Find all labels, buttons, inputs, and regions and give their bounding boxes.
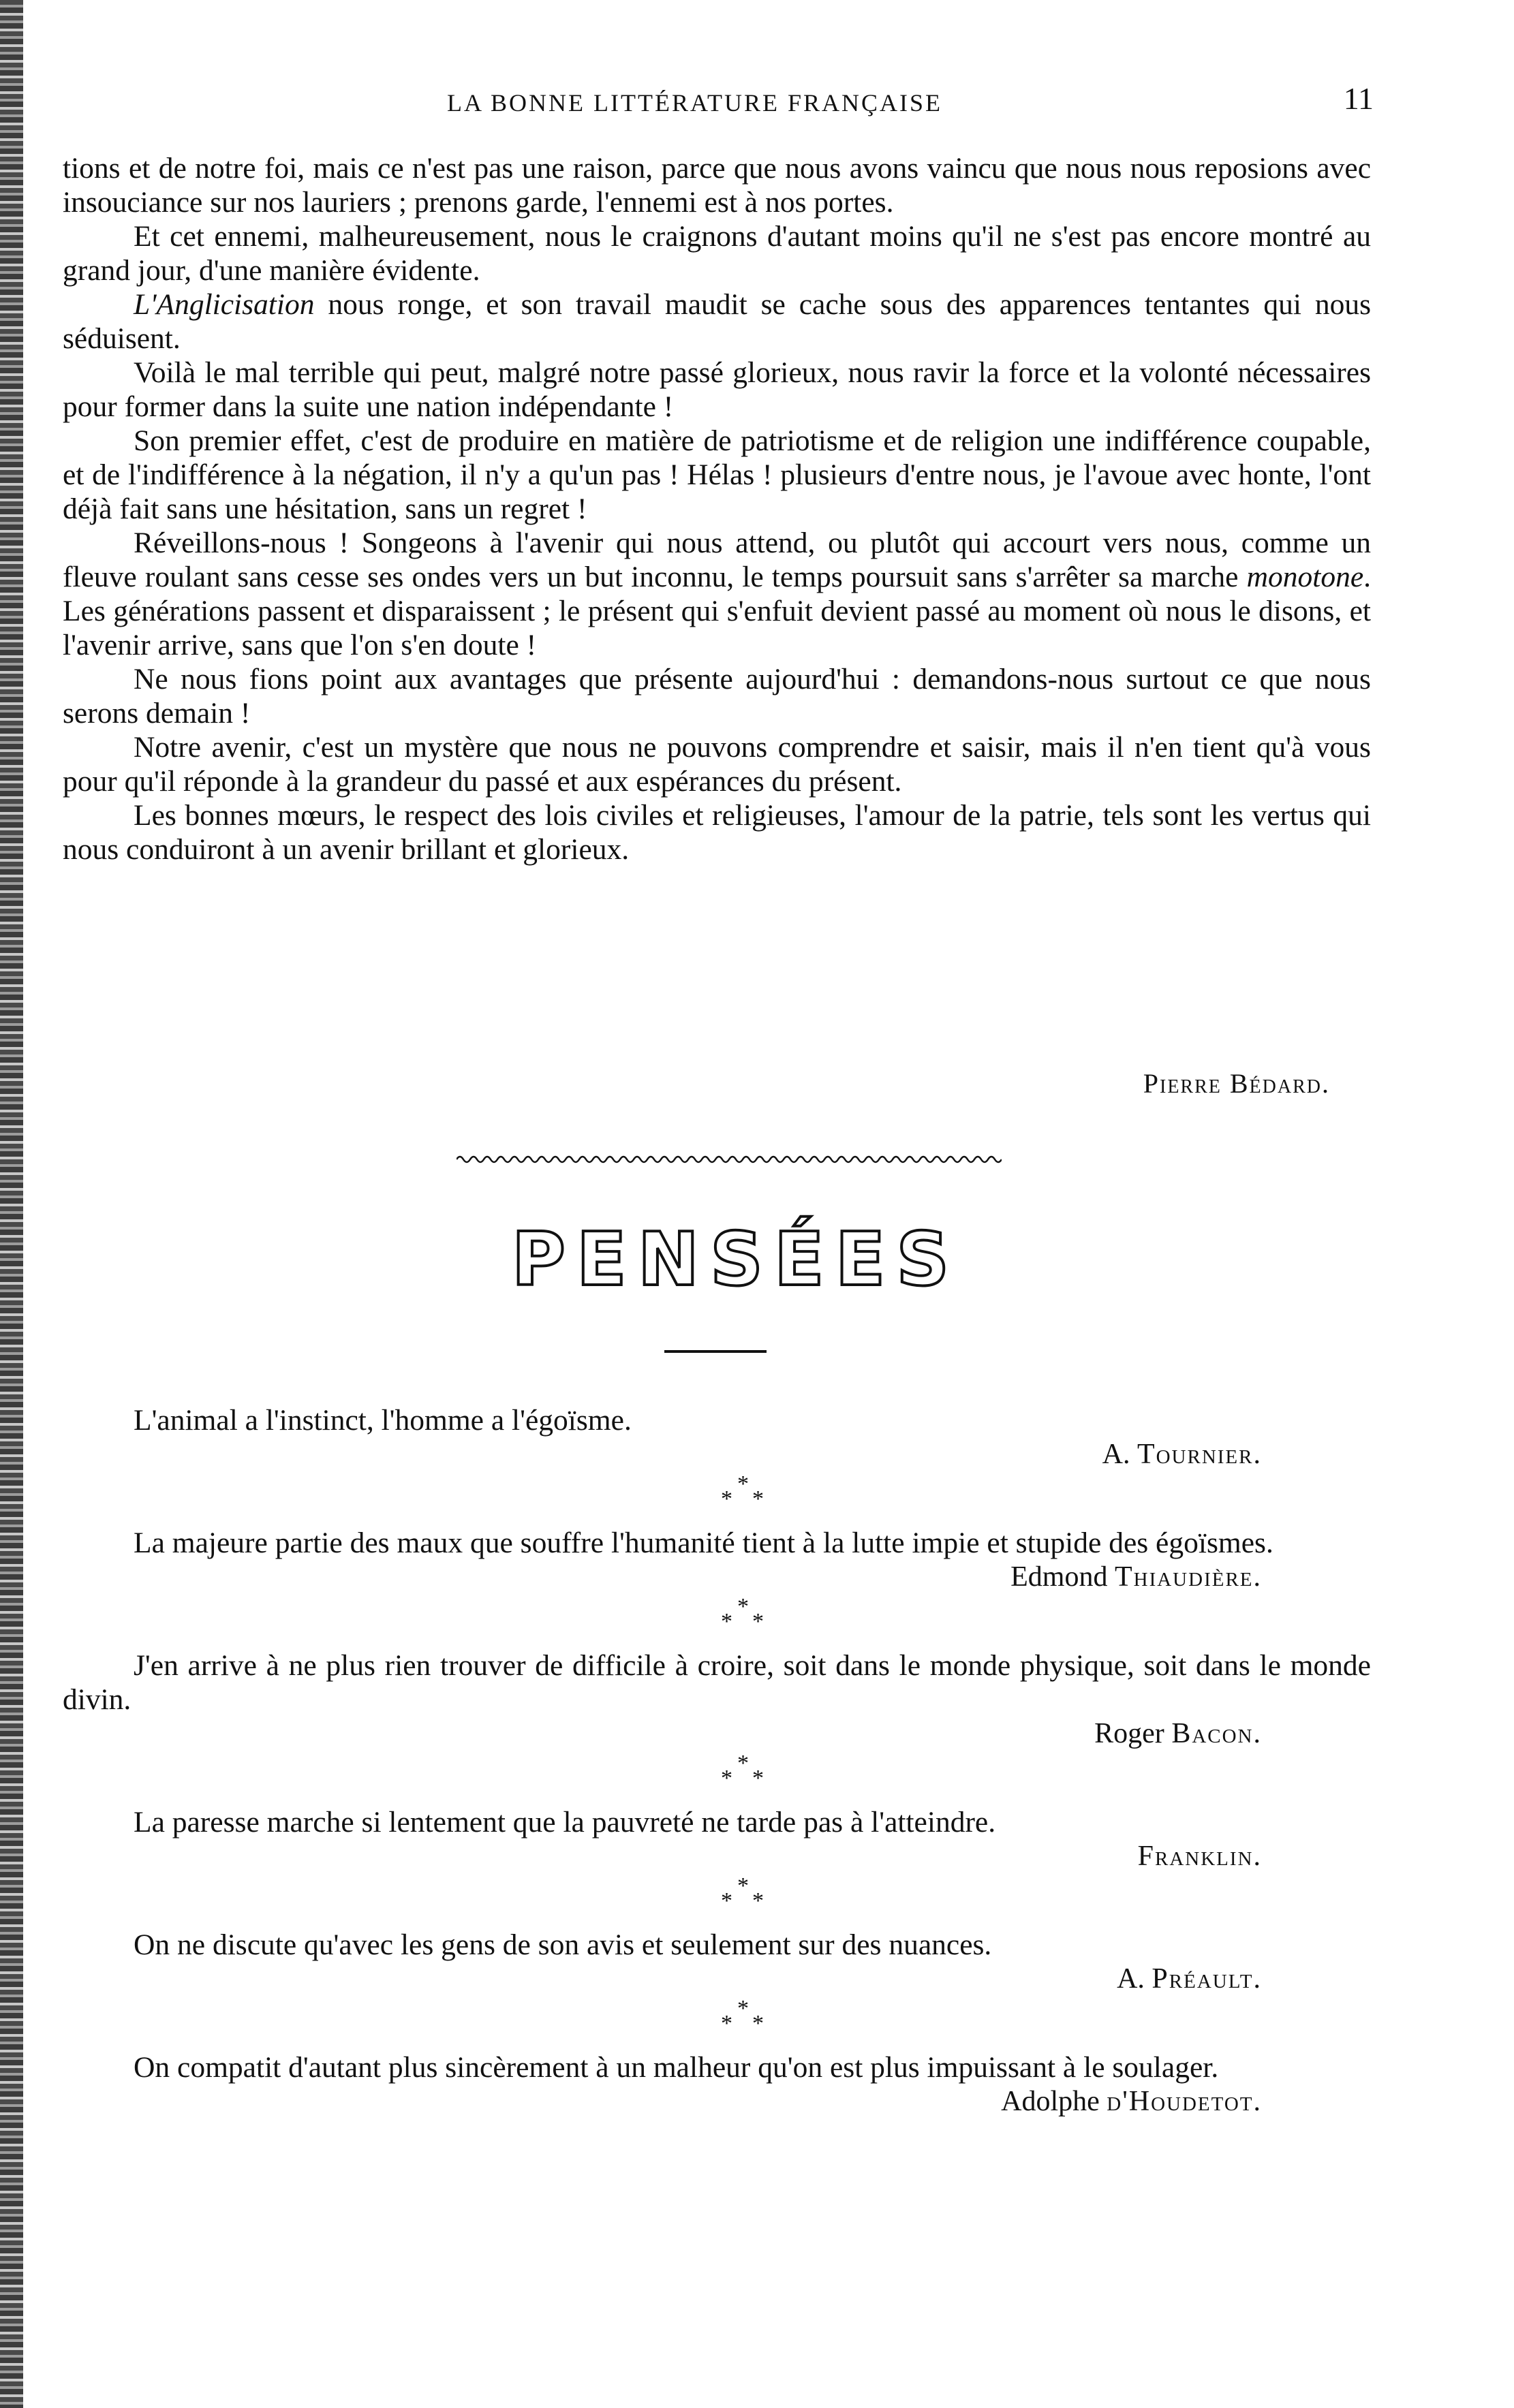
article-paragraph-text: nous ronge, et son travail maudit se cache sous des apparences tentantes qui nous séduisent. [63,288,1371,355]
article-signature: Pierre Bédard. [1143,1068,1330,1099]
article-paragraph: tions et de notre foi, mais ce n'est pas une raison, parce que nous avons vaincu que nous nous reposions avec insouciance sur nos lauriers ; prenons garde, l'ennemi est à nos portes. [63,152,1371,219]
running-title: LA BONNE LITTÉRATURE FRANÇAISE [447,89,942,116]
article-paragraph: Et cet ennemi, malheureusement, nous le craignons d'autant moins qu'il ne s'est pas encore montré au grand jour, d'une manière évidente. [63,220,1371,287]
pensee-author [63,1962,1371,1996]
page-binding-edge [0,0,23,2408]
pensee-item [63,1805,1371,1913]
article-paragraph: Les bonnes mœurs, le respect des lois civiles et religieuses, l'amour de la patrie, tels sont les vertus qui nous conduiront à un avenir brillant et glorieux. [63,799,1371,866]
author-first-name: Edmond [1010,1561,1115,1593]
author-last-name: Bacon. [1171,1718,1262,1749]
pensee-text: La majeure partie des maux que souffre l'humanité tient à la lutte impie et stupide des égoïsmes. [134,1527,1273,1559]
pensee-author [63,1717,1371,1751]
pensee-text: On compatit d'autant plus sincèrement à un malheur qu'on est plus impuissant à le soulager. [134,2051,1219,2084]
running-head [65,80,1374,121]
author-first-name: Roger [1094,1718,1172,1749]
asterism-icon: * * * [721,1873,764,1913]
section-title: PENSÉES [511,1217,961,1302]
author-last-name: d'Houdetot. [1107,2086,1262,2117]
page-number: 11 [1343,81,1374,116]
author-first-name: A. [1117,1963,1152,1995]
italic-term-anglicisation: L'Anglicisation [134,288,315,321]
author-first-name: A. [1102,1439,1137,1470]
pensee-text: La paresse marche si lentement que la pauvreté ne tarde pas à l'atteindre. [134,1806,996,1839]
pensee-item [63,1403,1371,1511]
pensee-item [63,2050,1371,2118]
author-last-name: Préault. [1152,1963,1262,1995]
pensee-text: L'animal a l'instinct, l'homme a l'égoïsme. [134,1404,632,1437]
pensee-author [63,1839,1371,1873]
asterism-icon: * * * [721,1996,764,2036]
short-rule [664,1350,767,1353]
pensee-author [63,2084,1371,2118]
asterism-icon: * * * [721,1594,764,1634]
pensee-item [63,1648,1371,1790]
pensees-list [63,1403,1371,2118]
article-paragraph: Son premier effet, c'est de produire en matière de patriotisme et de religion une indifférence coupable, et de l'indifférence à la négation, il n'y a qu'un pas ! Hélas ! plusieurs d'entre nous, je l'avoue avec honte, l'ont déjà fait sans une hésitation, sans un regret ! [63,424,1371,525]
article-body [63,151,1371,866]
article-paragraph-text: Réveillons-nous ! Songeons à l'avenir qui nous attend, ou plutôt qui accourt vers nous, comme un fleuve roulant sans cesse ses ondes vers un but inconnu, le temps poursuit sans s'arrêter sa marche [63,527,1371,593]
pensee-author [63,1560,1371,1594]
article-paragraph [63,526,1371,662]
author-first-name: Adolphe [1001,2086,1107,2117]
pensee-item [63,1526,1371,1633]
pensee-item [63,1928,1371,2035]
italic-term-monotone: monotone [1246,561,1364,593]
article-paragraph: Ne nous fions point aux avantages que présente aujourd'hui : demandons-nous surtout ce que nous serons demain ! [63,663,1371,730]
author-last-name: Tournier. [1137,1439,1262,1470]
article-paragraph-text: . Les générations passent et disparaissent ; le présent qui s'enfuit devient passé au moment où nous le disons, et l'avenir arrive, sans que l'on s'en doute ! [63,561,1371,661]
article-paragraph [63,287,1371,356]
author-last-name: Franklin. [1137,1841,1262,1872]
asterism-icon: * * * [721,1751,764,1791]
article-paragraph: Notre avenir, c'est un mystère que nous ne pouvons comprendre et saisir, mais il n'en tient qu'à vous pour qu'il réponde à la grandeur du passé et aux espérances du présent. [63,731,1371,798]
asterism-icon: * * * [721,1471,764,1512]
author-last-name: Thiaudière. [1114,1561,1262,1593]
wavy-separator [457,1153,1002,1166]
pensee-author [63,1437,1371,1471]
pensee-text: On ne discute qu'avec les gens de son avis et seulement sur des nuances. [134,1928,992,1961]
article-paragraph: Voilà le mal terrible qui peut, malgré notre passé glorieux, nous ravir la force et la volonté nécessaires pour former dans la suite une nation indépendante ! [63,356,1371,423]
pensee-text: J'en arrive à ne plus rien trouver de difficile à croire, soit dans le monde physique, soit dans le monde divin. [63,1649,1371,1716]
